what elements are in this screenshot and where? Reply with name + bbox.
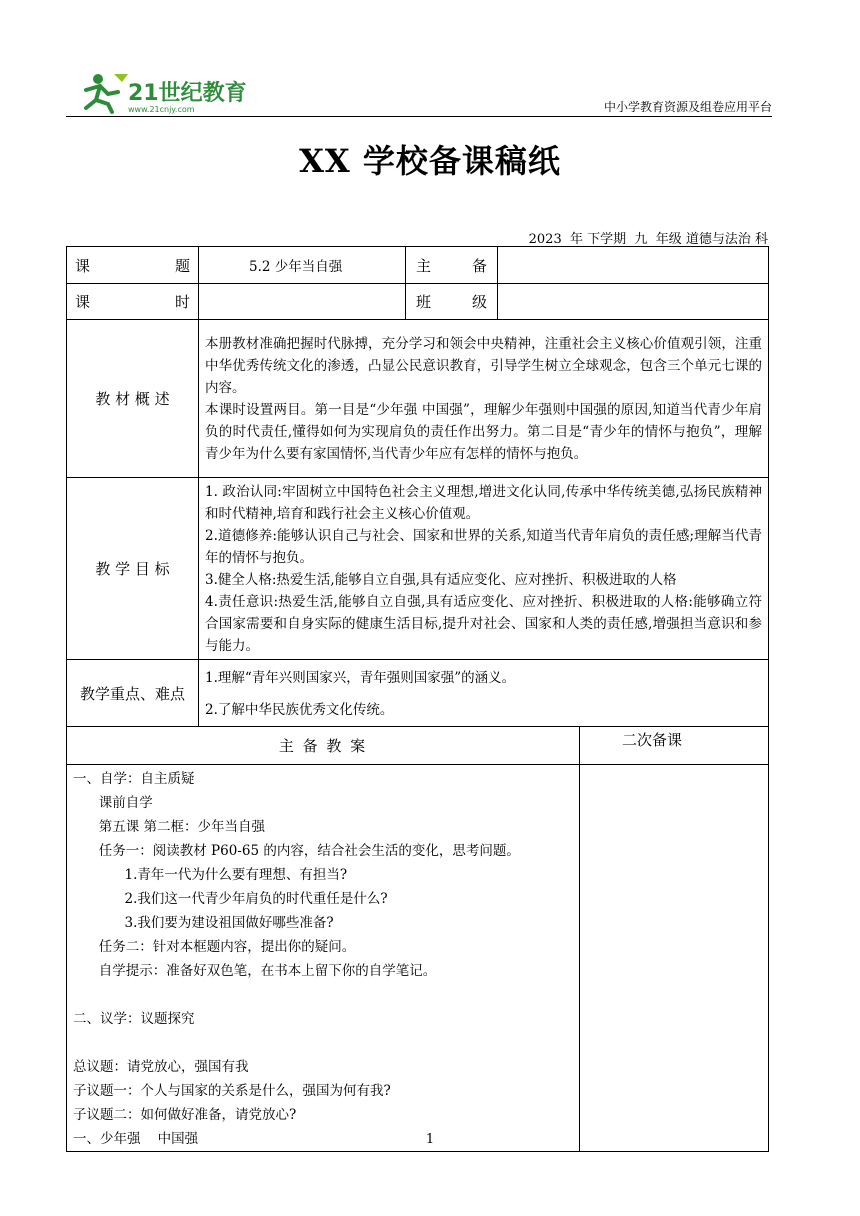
topic-value: 5.2 少年当自强 xyxy=(199,247,406,284)
overview-label: 教 材 概 述 xyxy=(67,320,199,478)
goal-item: 2.道德修养:能够认识自己与社会、国家和世界的关系,知道当代青年肩负的责任感;理解当代青年的情怀与抱负。 xyxy=(205,527,763,566)
lesson-body xyxy=(67,765,580,1152)
lesson-line: 一、自学：自主质疑 xyxy=(73,771,195,787)
key-point: 1.理解“青年兴则国家兴，青年强则国家强”的涵义。 xyxy=(205,670,516,686)
key-points-cell xyxy=(199,660,769,727)
goal-item: 1. 政治认同:牢固树立中国特色社会主义理想,增进文化认同,传承中华传统美德,弘扬民族精神和时代精神,培育和践行社会主义核心价值观。 xyxy=(205,483,763,522)
overview-cell xyxy=(199,320,769,478)
logo-url: www.21cnjy.com xyxy=(128,105,195,114)
semester: 下学期 xyxy=(587,232,627,247)
lesson-lines xyxy=(73,767,573,1151)
lesson-line: 2.我们这一代青少年肩负的时代重任是什么? xyxy=(73,891,388,907)
goals-cell xyxy=(199,478,769,660)
subject: 道德与法治 xyxy=(685,232,751,247)
main-plan-header: 主 备 教 案 xyxy=(67,727,580,765)
class-value xyxy=(498,284,769,320)
logo-text: 21世纪教育 xyxy=(128,81,247,106)
lesson-line xyxy=(73,1031,573,1055)
goal-item: 3.健全人格:热爱生活,能够自立自强,具有适应变化、应对挫折、积极进取的人格 xyxy=(205,571,677,588)
lesson-plan-table xyxy=(66,246,769,1152)
21cnjy-logo xyxy=(78,70,248,116)
lesson-line: 自学提示：准备好双色笔，在书本上留下你的自学笔记。 xyxy=(73,963,437,979)
second-prep-body xyxy=(580,765,769,1152)
grade: 九 xyxy=(634,232,648,247)
lesson-line: 子议题二：如何做好准备，请党放心? xyxy=(73,1107,297,1123)
overview-paragraph: 本册教材准确把握时代脉搏，充分学习和领会中央精神，注重社会主义核心价值观引领，注重中华优秀传统文化的渗透，凸显公民意识教育，引导学生树立全球观念，包含三个单元七课的内容。 xyxy=(205,335,763,396)
page-title: XX 学校备课稿纸 xyxy=(299,142,561,180)
key-point: 2.了解中华民族优秀文化传统。 xyxy=(205,702,394,718)
topic-label: 课 题 xyxy=(75,256,190,275)
runner-icon xyxy=(86,74,128,112)
page-number: 1 xyxy=(425,1132,435,1147)
lesson-line: 1.青年一代为什么要有理想、有担当? xyxy=(73,867,348,883)
lesson-line: 3.我们要为建设祖国做好哪些准备? xyxy=(73,915,334,931)
key-points-label: 教学重点、难点 xyxy=(67,660,199,727)
lesson-line: 子议题一：个人与国家的关系是什么，强国为何有我? xyxy=(73,1083,391,1099)
class-label: 班 级 xyxy=(416,293,487,311)
header-platform-text: 中小学教育资源及组卷应用平台 xyxy=(603,100,772,114)
author-label: 主 备 xyxy=(416,256,487,275)
overview-paragraph: 本课时设置两目。第一目是“少年强 中国强”，理解少年强则中国强的原因,知道当代青少年肩负的时代责任,懂得如何为实现肩负的责任作出努力。第二目是“青少年的情怀与抱负”，理解青少年为什么要有家国情怀,当代青少年应有怎样的情怀与抱负。 xyxy=(205,401,763,462)
period-value xyxy=(199,284,406,320)
second-prep-header: 二次备课 xyxy=(580,727,769,765)
lesson-line: 总议题：请党放心，强国有我 xyxy=(73,1059,249,1075)
author-value xyxy=(498,247,769,284)
lesson-line: 任务一：阅读教材 P60-65 的内容，结合社会生活的变化，思考问题。 xyxy=(73,843,520,859)
header-divider xyxy=(66,116,772,117)
lesson-line xyxy=(73,983,573,1007)
lesson-line: 课前自学 xyxy=(73,795,153,811)
lesson-line: 二、议学：议题探究 xyxy=(73,1011,195,1027)
term-line: 2023 年 下学期 九 年级 道德与法治 科 xyxy=(528,232,768,247)
lesson-line: 任务二：针对本框题内容，提出你的疑问。 xyxy=(73,939,356,955)
goal-item: 4.责任意识:热爱生活,能够自立自强,具有适应变化、应对挫折、积极进取的人格:能够确立符合国家需要和自身实际的健康生活目标,提升对社会、国家和人类的责任感,增强担当意识和参与能力。 xyxy=(205,593,763,654)
period-label: 课 时 xyxy=(75,293,190,311)
goals-label: 教 学 目 标 xyxy=(67,478,199,660)
lesson-line: 第五课 第二框：少年当自强 xyxy=(73,819,266,835)
year: 2023 xyxy=(528,232,562,247)
lesson-line: 一、少年强 中国强 xyxy=(73,1131,199,1147)
